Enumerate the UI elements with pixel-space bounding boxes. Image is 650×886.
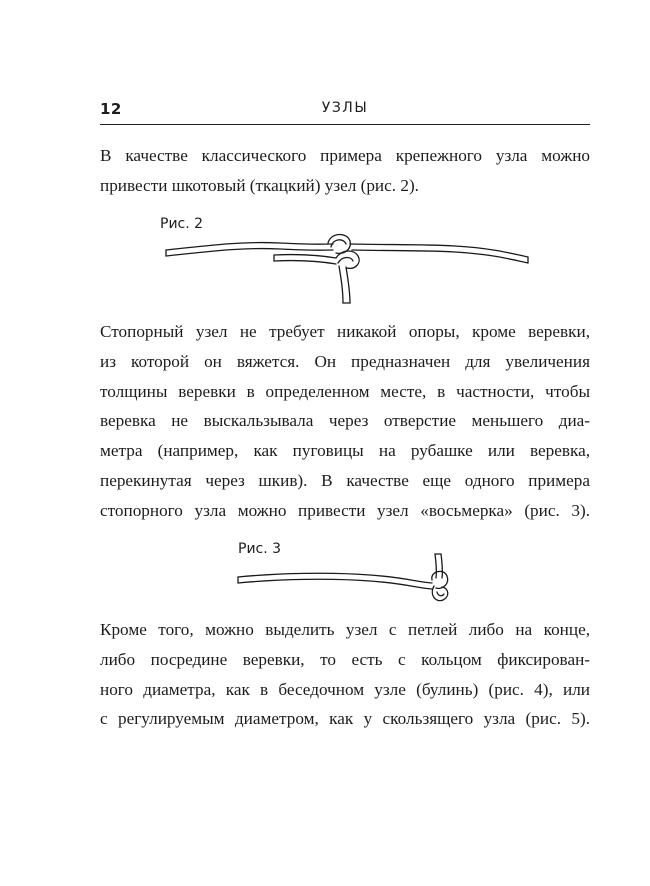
text-line: либо посредине веревки, то есть с кольцом фиксирован- [100, 649, 590, 669]
text-line: Стопорный узел не требует никакой опоры, кроме веревки, [100, 322, 590, 341]
text-line: толщины веревки в определенном месте, в частности, чтобы [100, 381, 590, 401]
text-line: веревка не выскальзывала через отверстие меньшего диа- [100, 411, 590, 431]
text-line: Кроме того, можно выделить узел с петлей либо на конце, [100, 620, 590, 639]
text-line: из которой он вяжется. Он предназначен для увеличения [100, 351, 590, 371]
text-line: В качестве классического примера крепежного узла можно [100, 146, 590, 165]
text-line: перекинутая через шкив). В качестве еще одного примера [100, 470, 590, 490]
text-line: с регулируемым диаметром, как у скользящего узла (рис. 5). [100, 709, 590, 729]
running-title: УЗЛЫ [321, 100, 369, 116]
text-line: метра (например, как пуговицы на рубашке или веревка, [100, 441, 590, 461]
paragraph-3 [100, 615, 590, 734]
text-line: привести шкотовый (ткацкий) узел (рис. 2). [100, 175, 419, 195]
page-number: 12 [100, 100, 122, 118]
text-line: ного диаметра, как в беседочном узле (булинь) (рис. 4), или [100, 679, 590, 699]
figure-2-label: Рис. 2 [160, 216, 204, 232]
text-line: стопорного узла можно привести узел «восьмерка» (рис. 3). [100, 500, 590, 520]
figure-3-label: Рис. 3 [238, 541, 282, 557]
